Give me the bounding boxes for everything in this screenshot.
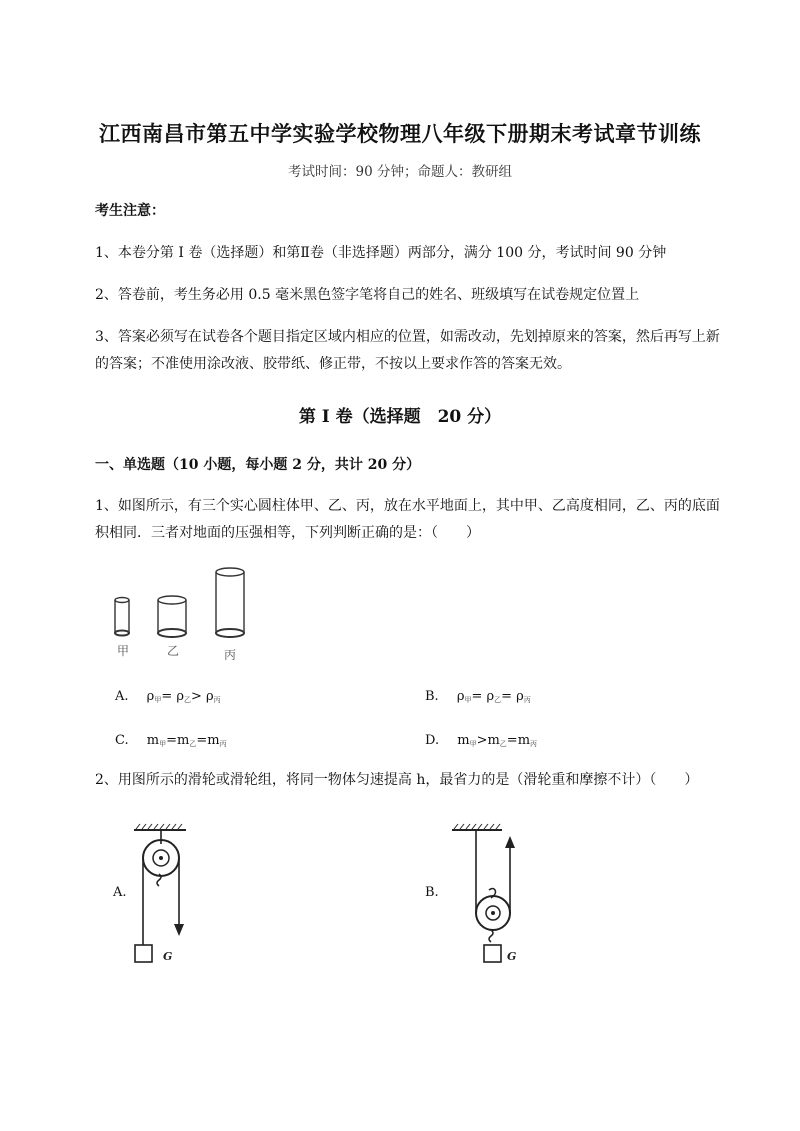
weight-block: [484, 945, 501, 962]
option-subscript: 乙: [494, 696, 502, 704]
option-subscript: 丙: [530, 740, 538, 748]
q1-cylinders-figure: [105, 562, 265, 662]
option-symbol: = ρ: [161, 689, 184, 704]
q2-option-a-label[interactable]: A.: [113, 885, 127, 900]
doc-subtitle: 考试时间：90 分钟；命题人：教研组: [288, 164, 512, 180]
option-symbol: = ρ: [471, 689, 495, 704]
option-symbol: =m: [166, 733, 190, 748]
cyl-label-jia: 甲: [117, 644, 130, 658]
q2-movable-pulley-figure: [448, 818, 528, 970]
option-subscript: 甲: [469, 740, 477, 748]
option-subscript: 乙: [499, 740, 507, 748]
option-subscript: 丙: [219, 740, 227, 748]
q2-option-b-label[interactable]: B.: [425, 885, 439, 900]
option-subscript: 甲: [464, 696, 472, 704]
notice-item-3-cont: 的答案；不准使用涂改液、胶带纸、修正带，不按以上要求作答的答案无效。: [95, 356, 571, 372]
notice-item-1: 1、本卷分第 I 卷（选择题）和第Ⅱ卷（非选择题）两部分，满分 100 分，考试时间 90 分钟: [95, 245, 667, 261]
option-symbol: =m: [506, 733, 531, 748]
arrow-up-icon: [505, 836, 515, 848]
cyl-label-bing: 丙: [224, 648, 237, 662]
option-symbol: ρ: [146, 689, 155, 704]
option-symbol: > ρ: [191, 689, 214, 704]
option-subscript: 乙: [189, 740, 197, 748]
group-heading: 一、单选题（10 小题，每小题 2 分，共计 20 分）: [95, 457, 421, 473]
cylinder-jia: [115, 598, 129, 636]
q1-option-c[interactable]: [115, 733, 227, 749]
option-symbol: m: [457, 733, 470, 748]
arrow-down-icon: [174, 924, 184, 936]
option-subscript: 丙: [213, 696, 221, 704]
doc-title: 江西南昌市第五中学实验学校物理八年级下册期末考试章节训练: [99, 121, 701, 146]
q1-text-line1: 1、如图所示，有三个实心圆柱体甲、乙、丙，放在水平地面上，其中甲、乙高度相同，乙、丙的底面: [95, 498, 720, 514]
option-subscript: 乙: [184, 696, 191, 704]
option-subscript: 丙: [523, 696, 531, 704]
option-letter: C.: [115, 733, 129, 748]
option-symbol: = ρ: [501, 689, 524, 704]
option-subscript: 甲: [159, 740, 167, 748]
option-letter: B.: [425, 689, 439, 704]
q1-option-d[interactable]: [425, 733, 537, 749]
q2-fixed-pulley-figure: [128, 818, 198, 970]
ceiling-hatch: [452, 824, 502, 830]
section-title: 第 I 卷（选择题 20 分）: [298, 407, 502, 427]
option-symbol: ρ: [456, 689, 465, 704]
notice-item-2: 2、答卷前，考生务必用 0.5 毫米黑色签字笔将自己的姓名、班级填写在试卷规定位置上: [95, 287, 640, 303]
q1-text-line2: 积相同．三者对地面的压强相等，下列判断正确的是：（ ）: [95, 525, 480, 541]
option-subscript: 甲: [154, 696, 162, 704]
cylinder-yi: [158, 596, 186, 637]
option-letter: A.: [115, 689, 129, 704]
q2-text: 2、用图所示的滑轮或滑轮组，将同一物体匀速提高 h，最省力的是（滑轮重和摩擦不计）（ ）: [95, 772, 699, 788]
weight-label: G: [163, 950, 173, 963]
q1-option-a[interactable]: [115, 689, 221, 705]
notice-heading: 考生注意：: [95, 203, 165, 219]
weight-block: [135, 945, 152, 962]
option-symbol: m: [146, 733, 160, 748]
cyl-label-yi: 乙: [167, 644, 180, 658]
option-letter: D.: [425, 733, 440, 748]
q1-option-b[interactable]: [425, 689, 531, 705]
option-symbol: =m: [196, 733, 220, 748]
cylinder-bing: [216, 568, 244, 637]
option-symbol: >m: [476, 733, 500, 748]
ceiling-hatch: [134, 824, 186, 830]
notice-item-3: 3、答案必须写在试卷各个题目指定区域内相应的位置，如需改动，先划掉原来的答案，然后再写上新: [95, 329, 720, 345]
weight-label: G: [507, 950, 517, 963]
